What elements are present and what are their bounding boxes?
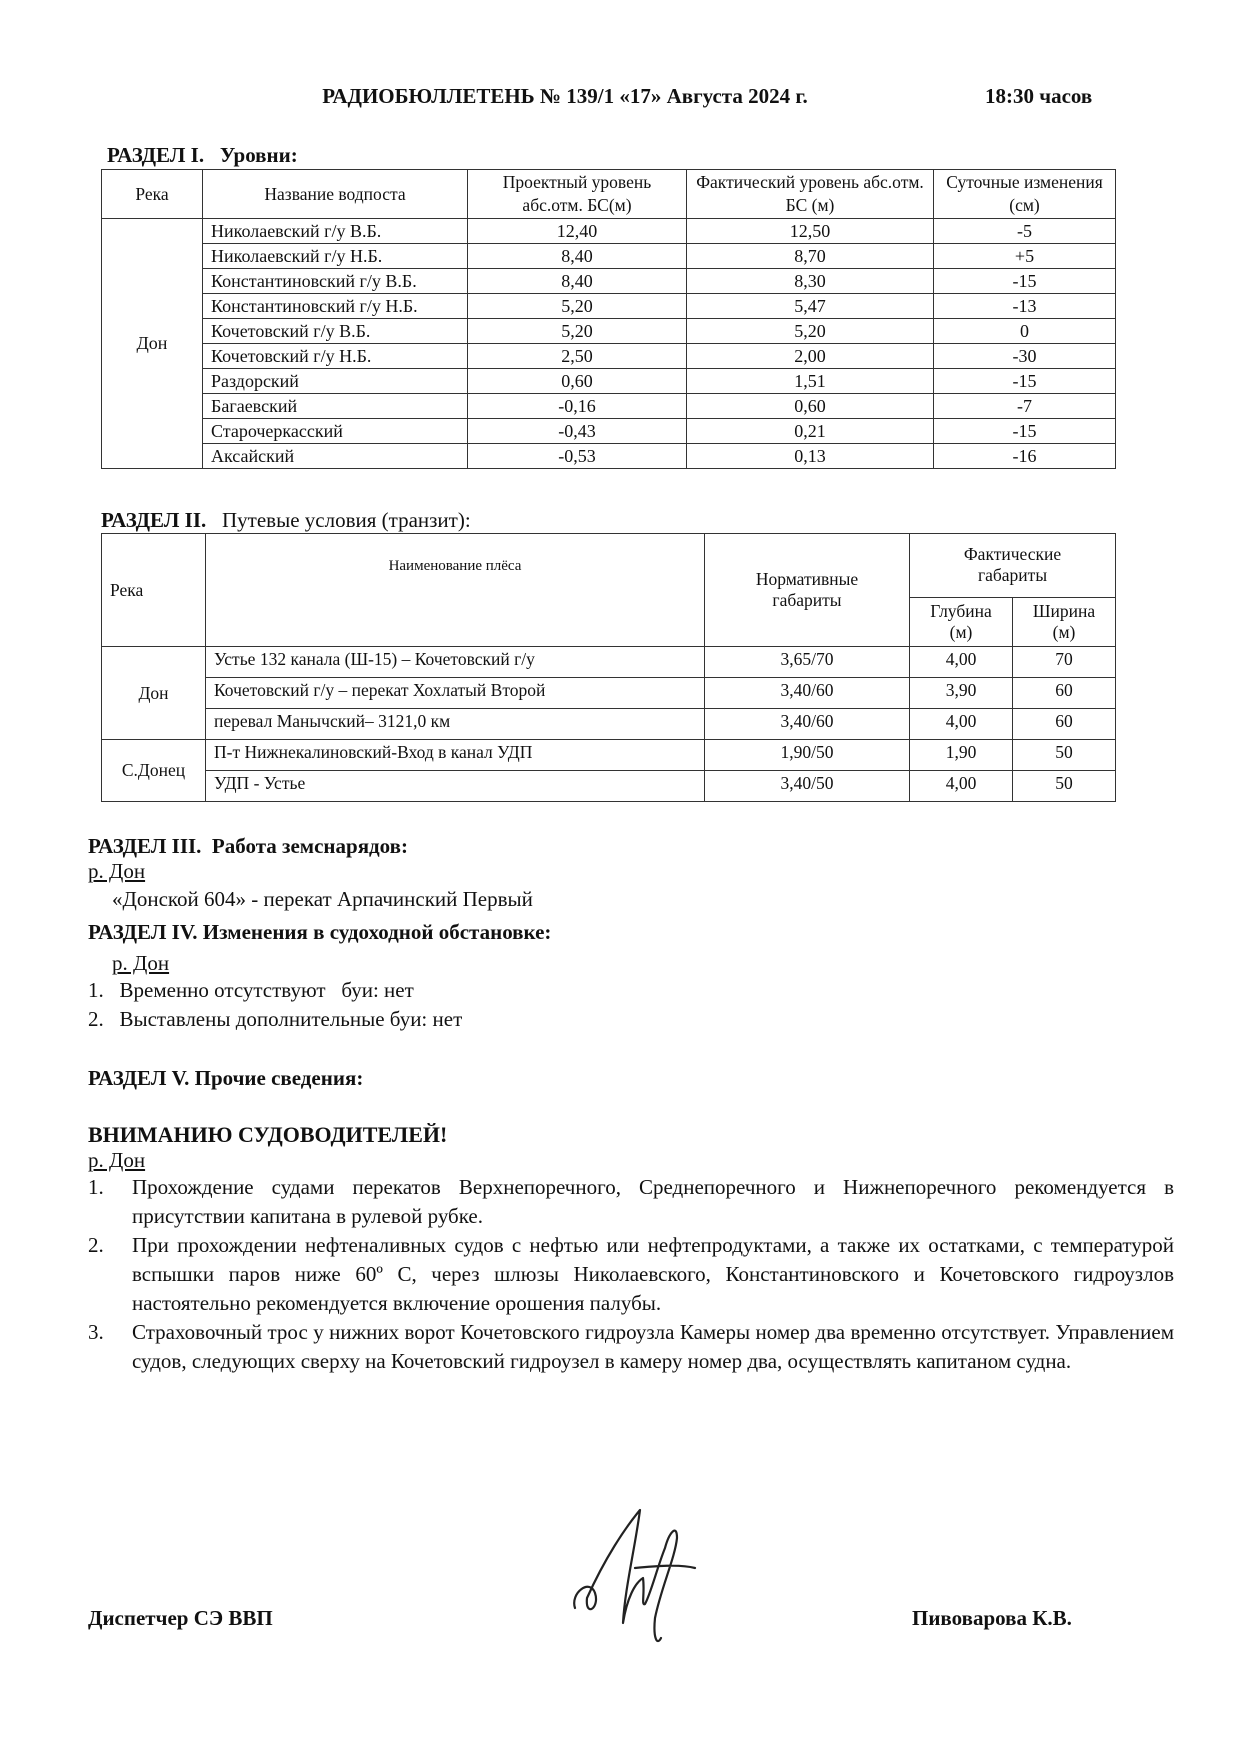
station-cell: Раздорский (203, 369, 468, 394)
item-text: Страховочный трос у нижних ворот Кочетовского гидроузла Камеры номер два временно отсутствует. Управлением судов, следующих сверху на Кочетовский гидроузел в камеру номер два, осуществлять капитаном судна. (132, 1320, 1174, 1373)
station-cell: Старочеркасский (203, 419, 468, 444)
levels-table-header (102, 170, 1116, 219)
col-actual-level: Фактический уровень абс.отм. БС (м) (687, 170, 934, 219)
station-cell: Кочетовский г/у В.Б. (203, 319, 468, 344)
transit-header-1 (102, 534, 1116, 598)
daily-change-cell: -7 (934, 394, 1116, 419)
section2-title (101, 508, 471, 533)
actual-level-cell: 5,20 (687, 319, 934, 344)
table-row (102, 294, 1116, 319)
section1-title: РАЗДЕЛ I. Уровни: (107, 143, 298, 167)
daily-change-cell: +5 (934, 244, 1116, 269)
normative-cell: 1,90/50 (705, 740, 910, 771)
actual-level-cell: 0,21 (687, 419, 934, 444)
daily-change-cell: -16 (934, 444, 1116, 469)
project-level-cell: 12,40 (468, 219, 687, 244)
table-row (102, 740, 1116, 771)
section2-title-bold: РАЗДЕЛ II. (101, 508, 207, 532)
reach-cell: Устье 132 канала (Ш-15) – Кочетовский г/у (206, 647, 705, 678)
actual-level-cell: 1,51 (687, 369, 934, 394)
warning-river: р. Дон (88, 1148, 146, 1172)
width-cell: 50 (1013, 740, 1116, 771)
width-cell: 50 (1013, 771, 1116, 802)
width-cell: 60 (1013, 709, 1116, 740)
project-level-cell: -0,53 (468, 444, 687, 469)
table-row (102, 771, 1116, 802)
dispatcher-title: Диспетчер СЭ ВВП (88, 1606, 273, 1630)
table-row (102, 369, 1116, 394)
dredger-item: «Донской 604» - перекат Арпачинский Первый (112, 887, 533, 911)
project-level-cell: 8,40 (468, 269, 687, 294)
item-text: Прохождение судами перекатов Верхнепоречного, Среднепоречного и Нижнепоречного рекомендуется в присутствии капитана в рулевой рубке. (132, 1175, 1174, 1228)
col-river: Река (102, 534, 206, 647)
section2-title-rest: Путевые условия (транзит): (222, 508, 471, 532)
daily-change-cell: -30 (934, 344, 1116, 369)
item-number: 2. (88, 1233, 104, 1257)
project-level-cell: 0,60 (468, 369, 687, 394)
actual-level-cell: 0,60 (687, 394, 934, 419)
table-row (102, 444, 1116, 469)
station-cell: Константиновский г/у В.Б. (203, 269, 468, 294)
reach-cell: Кочетовский г/у – перекат Хохлатый Второй (206, 678, 705, 709)
section4-title: РАЗДЕЛ IV. Изменения в судоходной обстановке: (88, 920, 552, 944)
table-row (102, 678, 1116, 709)
table-row (102, 394, 1116, 419)
width-cell: 70 (1013, 647, 1116, 678)
col-river: Река (102, 170, 203, 219)
warning-item-3 (88, 1318, 1174, 1376)
section5-title: РАЗДЕЛ V. Прочие сведения: (88, 1066, 364, 1090)
table-row (102, 419, 1116, 444)
col-normative: Нормативные габариты (705, 534, 910, 647)
depth-cell: 3,90 (910, 678, 1013, 709)
normative-cell: 3,40/60 (705, 709, 910, 740)
transit-table (101, 533, 1116, 802)
station-cell: Николаевский г/у В.Б. (203, 219, 468, 244)
daily-change-cell: -15 (934, 419, 1116, 444)
normative-cell: 3,40/50 (705, 771, 910, 802)
actual-level-cell: 5,47 (687, 294, 934, 319)
project-level-cell: 2,50 (468, 344, 687, 369)
bulletin-title: РАДИОБЮЛЛЕТЕНЬ № 139/1 «17» Августа 2024 г. (322, 84, 808, 108)
warning-item-1 (88, 1173, 1174, 1231)
reach-cell: УДП - Устье (206, 771, 705, 802)
section4-river: р. Дон (112, 951, 170, 975)
col-depth: Глубина (м) (910, 597, 1013, 646)
width-cell: 60 (1013, 678, 1116, 709)
dispatcher-name: Пивоварова К.В. (912, 1606, 1072, 1630)
daily-change-cell: -5 (934, 219, 1116, 244)
bulletin-time: 18:30 часов (985, 84, 1093, 108)
col-width: Ширина (м) (1013, 597, 1116, 646)
depth-cell: 4,00 (910, 709, 1013, 740)
normative-cell: 3,40/60 (705, 678, 910, 709)
project-level-cell: 5,20 (468, 319, 687, 344)
item-number: 1. (88, 1175, 104, 1199)
col-station: Название водпоста (203, 170, 468, 219)
table-row (102, 319, 1116, 344)
actual-level-cell: 8,30 (687, 269, 934, 294)
depth-cell: 4,00 (910, 647, 1013, 678)
daily-change-cell: -15 (934, 269, 1116, 294)
col-reach: Наименование плёса (206, 534, 705, 647)
table-row (102, 647, 1116, 678)
station-cell: Константиновский г/у Н.Б. (203, 294, 468, 319)
section3-river: р. Дон (88, 859, 146, 883)
river-cell: Дон (102, 647, 206, 740)
river-cell: Дон (102, 219, 203, 469)
item-text: При прохождении нефтеналивных судов с нефтью или нефтепродуктами, а также их остатками, с температурой вспышки паров ниже 60º С, через шлюзы Николаевского, Константиновского и Кочетовского гидроузлов настоятельно рекомендуется включение орошения палубы. (132, 1233, 1174, 1315)
normative-cell: 3,65/70 (705, 647, 910, 678)
station-cell: Николаевский г/у Н.Б. (203, 244, 468, 269)
project-level-cell: 8,40 (468, 244, 687, 269)
col-project-level: Проектный уровень абс.отм. БС(м) (468, 170, 687, 219)
station-cell: Аксайский (203, 444, 468, 469)
table-row (102, 244, 1116, 269)
actual-level-cell: 8,70 (687, 244, 934, 269)
section3-title: РАЗДЕЛ III. Работа земснарядов: (88, 834, 408, 858)
table-row (102, 344, 1116, 369)
reach-cell: П-т Нижнекалиновский-Вход в канал УДП (206, 740, 705, 771)
warning-item-2 (88, 1231, 1174, 1318)
table-row (102, 269, 1116, 294)
table-row (102, 219, 1116, 244)
station-cell: Багаевский (203, 394, 468, 419)
levels-table (101, 169, 1116, 469)
col-actual: Фактические габариты (910, 534, 1116, 598)
signature (565, 1498, 715, 1648)
depth-cell: 4,00 (910, 771, 1013, 802)
warning-title: ВНИМАНИЮ СУДОВОДИТЕЛЕЙ! (88, 1122, 448, 1147)
item-number: 3. (88, 1320, 104, 1344)
depth-cell: 1,90 (910, 740, 1013, 771)
reach-cell: перевал Манычский– 3121,0 км (206, 709, 705, 740)
actual-level-cell: 2,00 (687, 344, 934, 369)
list-item: 1. Временно отсутствуют буи: нет (88, 978, 414, 1002)
daily-change-cell: 0 (934, 319, 1116, 344)
project-level-cell: -0,43 (468, 419, 687, 444)
actual-level-cell: 12,50 (687, 219, 934, 244)
col-daily-change: Суточные изменения (см) (934, 170, 1116, 219)
river-cell: С.Донец (102, 740, 206, 802)
table-row (102, 709, 1116, 740)
station-cell: Кочетовский г/у Н.Б. (203, 344, 468, 369)
daily-change-cell: -13 (934, 294, 1116, 319)
project-level-cell: 5,20 (468, 294, 687, 319)
daily-change-cell: -15 (934, 369, 1116, 394)
actual-level-cell: 0,13 (687, 444, 934, 469)
list-item: 2. Выставлены дополнительные буи: нет (88, 1007, 463, 1031)
project-level-cell: -0,16 (468, 394, 687, 419)
